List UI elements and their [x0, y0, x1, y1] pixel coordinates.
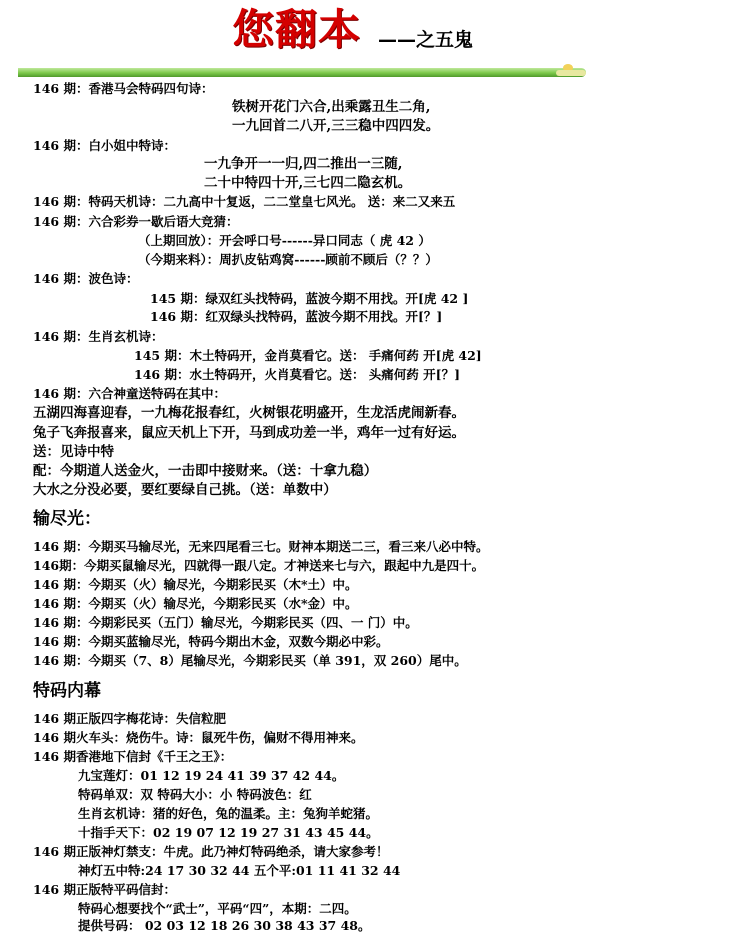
text-line: 146 期：今期买蓝输尽光，特码今期出木金，双数今期必中彩。: [33, 634, 389, 649]
text-line: 一九争开一一归,四二推出一三随,: [204, 156, 403, 172]
text-line: 特码单双：双 特码大小：小 特码波色：红: [78, 787, 312, 802]
text-line: 兔子飞奔报喜来，鼠应天机上下开，马到成功差一半，鸡年一过有好运。: [33, 425, 465, 441]
text-line: 二十中特四十开,三七四二隐玄机。: [204, 175, 412, 191]
text-line: 146 期：生肖玄机诗：: [33, 329, 164, 344]
text-line: 神灯五中特:24 17 30 32 44 五个平:01 11 41 32 44: [78, 863, 401, 878]
text-line: 送：见诗中特: [33, 444, 114, 460]
page-title: 您翻本: [232, 5, 362, 54]
text-line: 146 期：白小姐中特诗：: [33, 138, 176, 153]
text-line: 146 期：红双绿头找特码，蓝波今期不用找。开[？]: [150, 309, 443, 324]
green-divider-bar: [18, 68, 586, 77]
text-line: 铁树开花门六合,出乘露丑生二角,: [232, 99, 431, 115]
section-heading: 输尽光：: [33, 509, 101, 529]
text-line: 146 期：波色诗：: [33, 271, 139, 286]
text-line: 配：今期道人送金火，一击即中接财来。（送：十拿九稳）: [33, 463, 378, 479]
text-line: 146 期正版四字梅花诗：失信粒肥: [33, 711, 226, 726]
text-line: 提供号码： 02 03 12 18 26 30 38 43 37 48。: [78, 918, 371, 933]
text-line: 146 期正版神灯禁支：牛虎。此乃神灯特码绝杀，请大家参考！: [33, 844, 389, 859]
text-line: 145 期：绿双红头找特码，蓝波今期不用找。开[虎 42 ]: [150, 291, 469, 306]
text-line: 九宝莲灯：01 12 19 24 41 39 37 42 44。: [78, 768, 345, 783]
text-line: 146 期：水土特码开，火肖莫看它。送： 头痛何药 开[？]: [134, 367, 460, 382]
text-line: 146 期：六合彩券一歇后语大竞猜：: [33, 214, 239, 229]
bar-ornament-icon: [556, 62, 586, 78]
text-line: 一九回首二八开,三三稳中四四发。: [232, 118, 440, 134]
text-line: 145 期：木土特码开，金肖莫看它。送： 手痛何药 开[虎 42]: [134, 348, 482, 363]
text-line: 五湖四海喜迎春，一九梅花报春红，火树银花明盛开，生龙活虎闹新春。: [33, 405, 465, 421]
text-line: 146 期正版特平码信封：: [33, 882, 176, 897]
text-line: 146期：今期买鼠输尽光，四就得一跟八定。才神送来七与六，跟起中九是四十。: [33, 558, 485, 573]
text-line: （今期来料）：周扒皮钻鸡窝------顾前不顾后（？？）: [138, 252, 438, 267]
text-line: 十指手天下：02 19 07 12 19 27 31 43 45 44。: [78, 825, 379, 840]
text-line: 特码心想要找个“武士”，平码“四”，本期：二四。: [78, 901, 357, 916]
header-banner: [0, 0, 744, 80]
text-line: 生肖玄机诗：猪的好色，兔的温柔。主：兔狗羊蛇猪。: [78, 806, 379, 821]
text-line: 146 期：今期买马输尽光，无来四尾看三七。财神本期送二三，看三来八必中特。: [33, 539, 489, 554]
text-line: 146 期：今期买（火）输尽光，今期彩民买（水*金）中。: [33, 596, 358, 611]
text-line: 大水之分没必要，要红要绿自己挑。（送：单数中）: [33, 482, 337, 498]
text-line: 146 期：今期彩民买（五门）输尽光，今期彩民买（四、一 门）中。: [33, 615, 418, 630]
page-subtitle: ——之五鬼: [378, 29, 474, 51]
text-line: 146 期：特码天机诗：二九高中十复返，二二堂皇七风光。 送：来二又来五: [33, 194, 456, 209]
text-line: 146 期：香港马会特码四句诗：: [33, 81, 214, 96]
text-line: 146 期：今期买（火）输尽光，今期彩民买（木*土）中。: [33, 577, 358, 592]
section-heading: 特码内幕: [33, 681, 101, 701]
text-line: 146 期香港地下信封《千王之王》：: [33, 749, 233, 764]
text-line: 146 期：六合神童送特码在其中：: [33, 386, 226, 401]
text-line: （上期回放）：开会呼口号------异口同志（ 虎 42 ）: [138, 233, 431, 248]
text-line: 146 期：今期买（7、8）尾输尽光，今期彩民买（单 391，双 260）尾中。: [33, 653, 467, 668]
text-line: 146 期火车头：烧伤牛。诗：鼠死牛伤，偏财不得用神来。: [33, 730, 364, 745]
